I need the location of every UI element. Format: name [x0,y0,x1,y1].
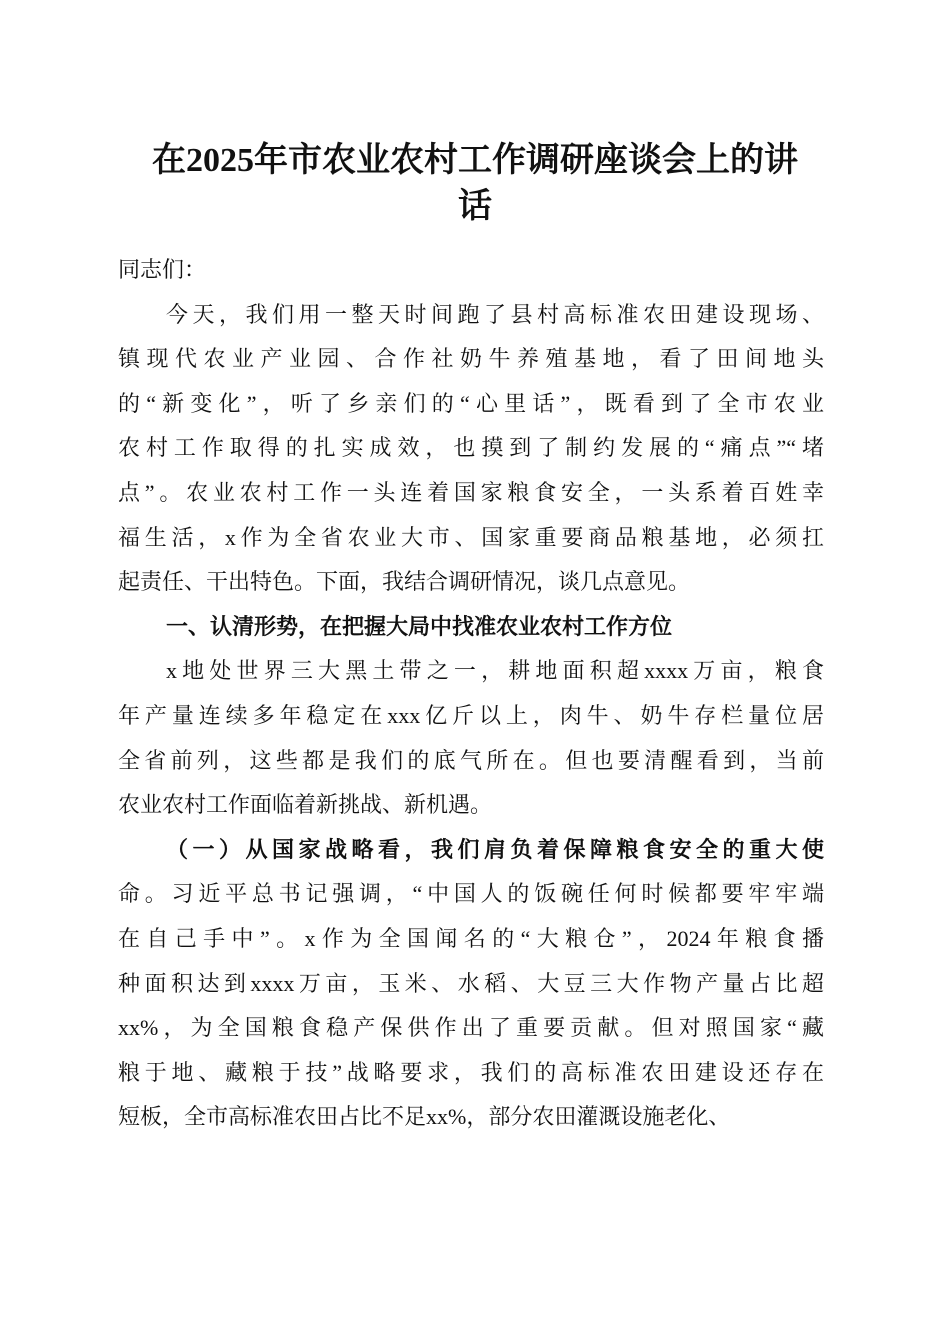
paragraph-line: x地处世界三大黑土带之一，耕地面积超xxxx万亩，粮食 [166,658,824,684]
paragraph-line: 起责任、干出特色。下面，我结合调研情况，谈几点意见。 [118,569,691,595]
paragraph [118,649,824,827]
salutation: 同志们： [118,257,207,282]
paragraph-line: 福生活，x作为全省农业大市、国家重要商品粮基地，必须扛 [118,524,824,550]
document-body [118,248,824,1140]
paragraph [118,828,824,1140]
paragraph-line: xx%，为全国粮食稳产保供作出了重要贡献。但对照国家“藏 [118,1015,824,1041]
document-title [100,138,850,230]
paragraph-line: 命。习近平总书记强调，“中国人的饭碗任何时候都要牢牢端 [118,881,824,907]
title-line-1: 在2025年市农业农村工作调研座谈会上的讲 [152,142,798,179]
paragraph [118,293,824,605]
paragraph-line: 的“新变化”，听了乡亲们的“心里话”，既看到了全市农业 [118,390,824,416]
paragraph-line: 农业农村工作面临着新挑战、新机遇。 [118,792,493,818]
paragraph-line: 年产量连续多年稳定在xxx亿斤以上，肉牛、奶牛存栏量位居 [118,702,824,728]
paragraph-line: 点”。农业农村工作一头连着国家粮食安全，一头系着百姓幸 [118,479,824,505]
paragraph-line: （一）从国家战略看，我们肩负着保障粮食安全的重大使 [166,836,824,862]
paragraph-line: 短板，全市高标准农田占比不足xx%，部分农田灌溉设施老化、 [118,1104,731,1130]
paragraph-line: 在自己手中”。x作为全国闻名的“大粮仓”，2024年粮食播 [118,925,824,951]
paragraph-line: 镇现代农业产业园、合作社奶牛养殖基地，看了田间地头 [118,346,824,372]
paragraph-line: 种面积达到xxxx万亩，玉米、水稻、大豆三大作物产量占比超 [118,970,824,996]
paragraph-line: 今天，我们用一整天时间跑了县村高标准农田建设现场、 [166,301,824,327]
section-heading [118,605,824,650]
paragraph-line: 全省前列，这些都是我们的底气所在。但也要清醒看到，当前 [118,747,824,773]
paragraph-line: 一、认清形势，在把握大局中找准农业农村工作方位 [166,613,673,639]
title-line-2: 话 [458,188,492,225]
paragraph-line: 粮于地、藏粮于技”战略要求，我们的高标准农田建设还存在 [118,1059,824,1085]
paragraph-line: 农村工作取得的扎实成效，也摸到了制约发展的“痛点”“堵 [118,435,824,461]
